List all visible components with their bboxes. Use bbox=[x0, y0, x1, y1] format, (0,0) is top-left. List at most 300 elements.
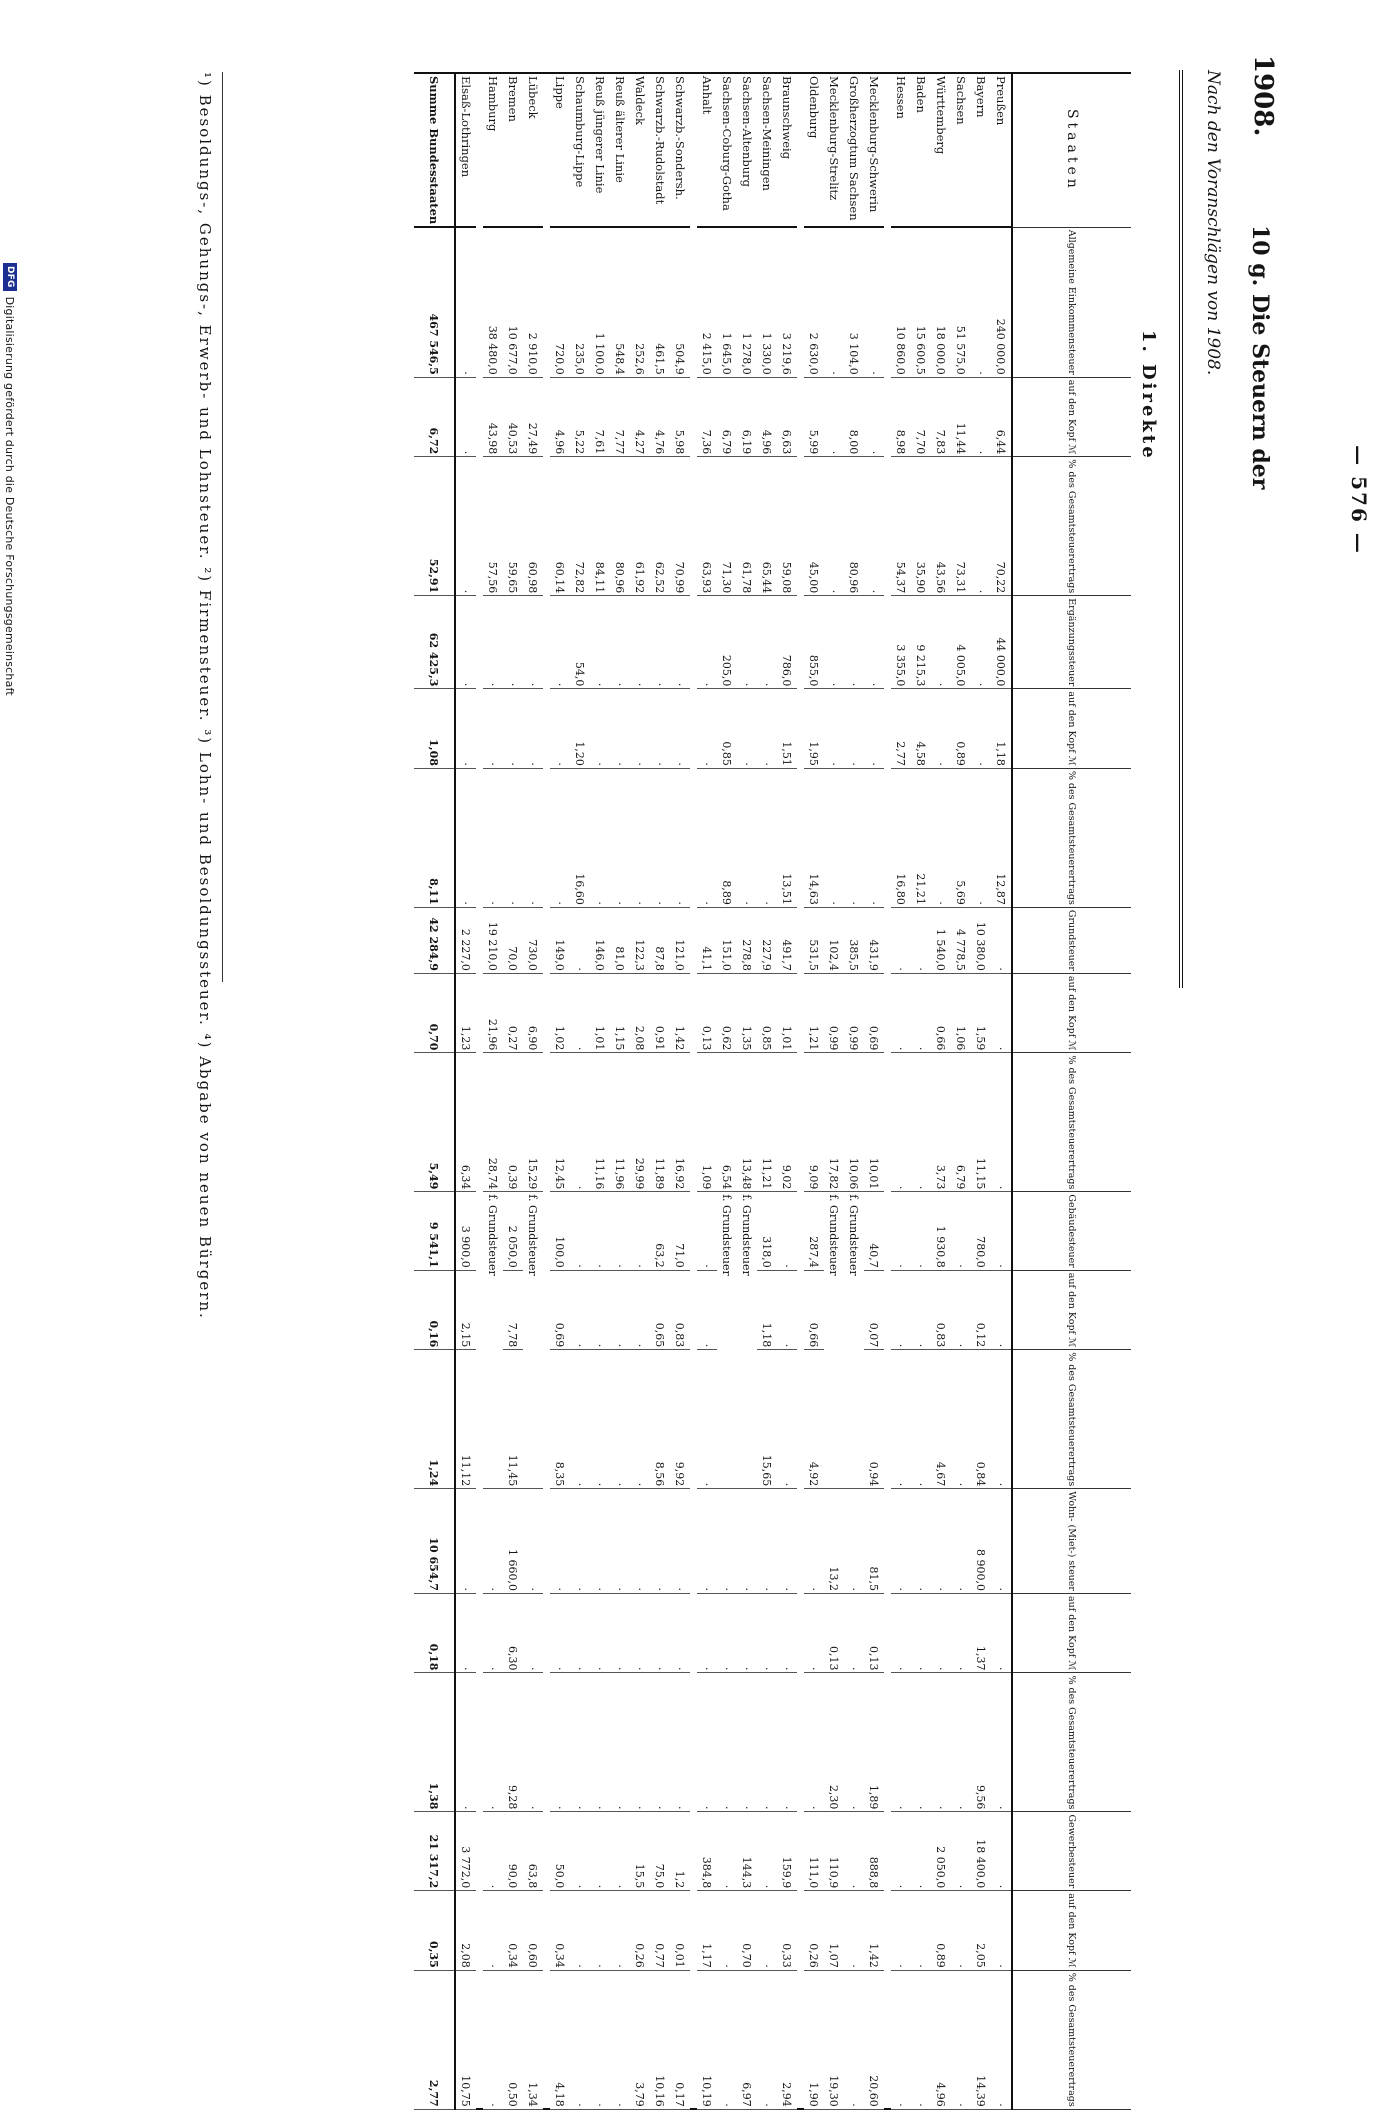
table-cell: 102,4 bbox=[824, 907, 844, 973]
table-cell: · bbox=[971, 377, 991, 457]
page-subtitle: Nach den Voranschlägen von 1908. bbox=[1203, 70, 1223, 376]
table-cell: 1,51 bbox=[777, 689, 797, 769]
table-cell: 8,56 bbox=[650, 1350, 670, 1489]
table-cell: 4,96 bbox=[757, 377, 777, 457]
table-cell: 8,98 bbox=[891, 377, 911, 457]
state-name: Waldeck bbox=[630, 73, 650, 227]
table-cell: 0,83 bbox=[670, 1270, 690, 1350]
table-cell: 0,33 bbox=[777, 1891, 797, 1971]
table-cell: · bbox=[630, 1673, 650, 1812]
table-cell: 0,17 bbox=[670, 1970, 690, 2109]
state-name: Reuß älterer Linie bbox=[610, 73, 630, 227]
table-cell: 80,96 bbox=[610, 457, 630, 596]
table-cell: 888,8 bbox=[864, 1812, 884, 1891]
table-cell: 10,19 bbox=[697, 1970, 717, 2109]
table-cell: 10,01 bbox=[864, 1053, 884, 1192]
table-cell: 54,37 bbox=[891, 457, 911, 596]
table-cell: · bbox=[610, 1812, 630, 1891]
table-cell: 52,91 bbox=[414, 457, 455, 596]
table-row bbox=[550, 73, 570, 2109]
table-cell: 15,5 bbox=[630, 1812, 650, 1891]
table-cell: · bbox=[971, 457, 991, 596]
table-cell: 0,70 bbox=[414, 973, 455, 1053]
table-cell: f. Grundsteuer bbox=[523, 1192, 543, 1489]
row-spacer bbox=[543, 73, 550, 2109]
state-name: Schwarzb.-Sondersh. bbox=[670, 73, 690, 227]
table-row bbox=[483, 73, 503, 2109]
table-cell: · bbox=[931, 1489, 951, 1594]
state-name: Hamburg bbox=[483, 73, 503, 227]
table-cell: 10,06 bbox=[844, 1053, 864, 1192]
table-row bbox=[590, 73, 610, 2109]
table-cell: · bbox=[650, 596, 670, 689]
table-cell: · bbox=[610, 1891, 630, 1971]
table-cell: 81,0 bbox=[610, 907, 630, 973]
table-cell: 40,53 bbox=[503, 377, 523, 457]
table-cell: 1,08 bbox=[414, 689, 455, 769]
table-cell: 27,49 bbox=[523, 377, 543, 457]
table-cell: 61,78 bbox=[737, 457, 757, 596]
state-name: Mecklenburg-Strelitz bbox=[824, 73, 844, 227]
table-cell: 6,97 bbox=[737, 1970, 757, 2109]
table-cell: · bbox=[931, 689, 951, 769]
table-row bbox=[503, 73, 523, 2109]
table-cell: · bbox=[951, 1673, 971, 1812]
state-name: Braunschweig bbox=[777, 73, 797, 227]
table-cell: · bbox=[911, 1593, 931, 1673]
table-cell: · bbox=[844, 689, 864, 769]
table-cell: · bbox=[991, 1673, 1012, 1812]
table-cell: 10,16 bbox=[650, 1970, 670, 2109]
table-cell: 2 415,0 bbox=[697, 227, 717, 377]
spacer-cell bbox=[476, 73, 483, 2109]
state-name: Baden bbox=[911, 73, 931, 227]
table-cell: · bbox=[630, 768, 650, 907]
table-cell: · bbox=[455, 596, 476, 689]
table-cell: 71,0 bbox=[670, 1192, 690, 1270]
table-cell: 73,31 bbox=[951, 457, 971, 596]
year-heading: 1908. bbox=[1248, 55, 1278, 137]
table-cell: · bbox=[570, 1350, 590, 1489]
table-cell: 122,3 bbox=[630, 907, 650, 973]
table-cell: · bbox=[697, 1593, 717, 1673]
table-cell: 720,0 bbox=[550, 227, 570, 377]
table-cell: · bbox=[650, 1489, 670, 1594]
column-header: % des Gesamtsteuerertrags bbox=[1012, 1350, 1131, 1489]
table-cell: 42 284,9 bbox=[414, 907, 455, 973]
table-cell: · bbox=[697, 1350, 717, 1489]
table-cell: · bbox=[630, 1350, 650, 1489]
table-row bbox=[844, 73, 864, 2109]
table-cell: · bbox=[737, 1489, 757, 1594]
table-cell: 0,07 bbox=[864, 1270, 884, 1350]
spacer-cell bbox=[543, 73, 550, 2109]
table-cell: 70,22 bbox=[991, 457, 1012, 596]
table-cell: 5,99 bbox=[804, 377, 824, 457]
table-cell: · bbox=[697, 596, 717, 689]
table-cell: 75,0 bbox=[650, 1812, 670, 1891]
table-row bbox=[455, 73, 476, 2109]
table-cell: 9,56 bbox=[971, 1673, 991, 1812]
table-cell: 60,14 bbox=[550, 457, 570, 596]
table-cell: · bbox=[610, 1970, 630, 2109]
table-cell: 1,07 bbox=[824, 1891, 844, 1971]
table-cell: · bbox=[737, 1673, 757, 1812]
state-name: Lübeck bbox=[523, 73, 543, 227]
table-cell: · bbox=[844, 1673, 864, 1812]
table-row bbox=[610, 73, 630, 2109]
table-cell: 855,0 bbox=[804, 596, 824, 689]
table-cell: · bbox=[891, 1812, 911, 1891]
table-cell: 0,89 bbox=[931, 1891, 951, 1971]
table-cell: · bbox=[570, 907, 590, 973]
table-cell: 17,82 bbox=[824, 1053, 844, 1192]
table-cell: · bbox=[951, 1270, 971, 1350]
table-row bbox=[971, 73, 991, 2109]
table-cell: 12,87 bbox=[991, 768, 1012, 907]
table-cell: 4 005,0 bbox=[951, 596, 971, 689]
table-cell: · bbox=[757, 1970, 777, 2109]
column-header: Gewerbesteuer bbox=[1012, 1812, 1131, 1891]
dfg-logo: DFG bbox=[3, 263, 17, 291]
column-header: auf den Kopf ℳ bbox=[1012, 973, 1131, 1053]
table-cell: · bbox=[590, 1192, 610, 1270]
table-cell: 1,06 bbox=[951, 973, 971, 1053]
table-row bbox=[824, 73, 844, 2109]
table-cell: 1 100,0 bbox=[590, 227, 610, 377]
table-cell: · bbox=[483, 1812, 503, 1891]
table-cell: 3 219,6 bbox=[777, 227, 797, 377]
column-header: auf den Kopf ℳ bbox=[1012, 689, 1131, 769]
table-cell: 548,4 bbox=[610, 227, 630, 377]
table-cell: · bbox=[971, 596, 991, 689]
table-cell: 0,13 bbox=[824, 1593, 844, 1673]
table-cell: 1,17 bbox=[697, 1891, 717, 1971]
table-cell: · bbox=[891, 1053, 911, 1192]
state-name: Mecklenburg-Schwerin bbox=[864, 73, 884, 227]
table-cell: 63,93 bbox=[697, 457, 717, 596]
table-cell: 7,61 bbox=[590, 377, 610, 457]
table-cell: · bbox=[590, 1489, 610, 1594]
table-cell: 461,5 bbox=[650, 227, 670, 377]
table-cell: f. Grundsteuer bbox=[717, 1192, 737, 1489]
table-cell: · bbox=[670, 1673, 690, 1812]
state-name: Bayern bbox=[971, 73, 991, 227]
table-cell: · bbox=[590, 689, 610, 769]
table-cell: · bbox=[590, 1891, 610, 1971]
table-cell: 10 380,0 bbox=[971, 907, 991, 973]
table-cell: 41,1 bbox=[697, 907, 717, 973]
table-cell: 8 900,0 bbox=[971, 1489, 991, 1594]
table-cell: · bbox=[757, 1891, 777, 1971]
table-cell: · bbox=[570, 1673, 590, 1812]
table-cell: · bbox=[630, 1489, 650, 1594]
table-cell: · bbox=[844, 1593, 864, 1673]
table-cell: 9 215,3 bbox=[911, 596, 931, 689]
table-cell: · bbox=[697, 1673, 717, 1812]
table-cell: · bbox=[717, 1593, 737, 1673]
table-cell: · bbox=[550, 689, 570, 769]
table-cell: · bbox=[824, 227, 844, 377]
table-cell: 1,15 bbox=[610, 973, 630, 1053]
header-states: Staaten bbox=[1012, 73, 1131, 227]
table-cell: 15 600,5 bbox=[911, 227, 931, 377]
page-number: — 576 — bbox=[1347, 445, 1371, 555]
table-cell: · bbox=[951, 1593, 971, 1673]
table-cell: 2,15 bbox=[455, 1270, 476, 1350]
table-cell: · bbox=[991, 973, 1012, 1053]
state-name: Württemberg bbox=[931, 73, 951, 227]
table-cell: 0,16 bbox=[414, 1270, 455, 1350]
table-cell: · bbox=[804, 1489, 824, 1594]
table-row bbox=[697, 73, 717, 2109]
row-spacer bbox=[476, 73, 483, 2109]
table-cell: 0,91 bbox=[650, 973, 670, 1053]
table-cell: 0,01 bbox=[670, 1891, 690, 1971]
state-name: Elsaß-Lothringen bbox=[455, 73, 476, 227]
table-cell: 0,66 bbox=[931, 973, 951, 1053]
table-cell: · bbox=[523, 1673, 543, 1812]
table-cell: · bbox=[777, 1350, 797, 1489]
table-cell: · bbox=[891, 1192, 911, 1270]
table-cell: · bbox=[864, 227, 884, 377]
table-cell: · bbox=[590, 1350, 610, 1489]
column-header: % des Gesamtsteuerertrags bbox=[1012, 768, 1131, 907]
table-cell: · bbox=[864, 689, 884, 769]
table-cell: 3 104,0 bbox=[844, 227, 864, 377]
table-cell: 730,0 bbox=[523, 907, 543, 973]
table-cell: 2,30 bbox=[824, 1673, 844, 1812]
table-cell: · bbox=[991, 1970, 1012, 2109]
table-cell: 4,18 bbox=[550, 1970, 570, 2109]
table-cell: · bbox=[891, 1270, 911, 1350]
table-cell: 4,96 bbox=[550, 377, 570, 457]
table-cell: · bbox=[864, 377, 884, 457]
table-cell: · bbox=[991, 1812, 1012, 1891]
table-cell: f. Grundsteuer bbox=[737, 1192, 757, 1489]
table-cell: 81,5 bbox=[864, 1489, 884, 1594]
table-cell: 3,79 bbox=[630, 1970, 650, 2109]
table-cell: 0,84 bbox=[971, 1350, 991, 1489]
table-cell: · bbox=[737, 768, 757, 907]
table-cell: 87,8 bbox=[650, 907, 670, 973]
table-cell: · bbox=[844, 1891, 864, 1971]
table-cell: · bbox=[891, 1970, 911, 2109]
table-cell: · bbox=[630, 596, 650, 689]
table-cell: f. Grundsteuer bbox=[824, 1192, 844, 1489]
table-cell: 10,75 bbox=[455, 1970, 476, 2109]
table-cell: · bbox=[455, 1489, 476, 1594]
table-cell: · bbox=[911, 1350, 931, 1489]
table-cell: · bbox=[951, 1812, 971, 1891]
table-cell: 0,50 bbox=[503, 1970, 523, 2109]
table-row bbox=[864, 73, 884, 2109]
table-cell: 21 317,2 bbox=[414, 1812, 455, 1891]
table-cell: f. Grundsteuer bbox=[844, 1192, 864, 1489]
table-cell: 252,6 bbox=[630, 227, 650, 377]
table-cell: · bbox=[777, 1192, 797, 1270]
table-cell: · bbox=[864, 768, 884, 907]
table-cell: 44 000,0 bbox=[991, 596, 1012, 689]
table-cell: · bbox=[570, 1489, 590, 1594]
table-row bbox=[630, 73, 650, 2109]
table-cell: · bbox=[911, 1970, 931, 2109]
table-cell: · bbox=[697, 1192, 717, 1270]
table-cell: 2,77 bbox=[891, 689, 911, 769]
table-cell: 2,05 bbox=[971, 1891, 991, 1971]
table-cell: · bbox=[891, 973, 911, 1053]
table-cell: 3 355,0 bbox=[891, 596, 911, 689]
table-cell: · bbox=[931, 1673, 951, 1812]
table-cell: · bbox=[717, 1673, 737, 1812]
table-cell: 287,4 bbox=[804, 1192, 824, 1270]
table-cell: · bbox=[483, 1970, 503, 2109]
table-cell: · bbox=[503, 689, 523, 769]
table-cell: 1,2 bbox=[670, 1812, 690, 1891]
table-cell: 1,42 bbox=[670, 973, 690, 1053]
table-cell: 3 772,0 bbox=[455, 1812, 476, 1891]
table-cell: 9,02 bbox=[777, 1053, 797, 1192]
table-cell: · bbox=[951, 1350, 971, 1489]
table-cell: 62,52 bbox=[650, 457, 670, 596]
table-cell: 6,54 bbox=[717, 1053, 737, 1192]
tax-table bbox=[414, 72, 1131, 2110]
table-body bbox=[414, 73, 1012, 2109]
row-spacer bbox=[884, 73, 891, 2109]
table-cell: 4,96 bbox=[931, 1970, 951, 2109]
table-cell: · bbox=[483, 596, 503, 689]
table-cell: · bbox=[670, 1593, 690, 1673]
table-cell: · bbox=[911, 1053, 931, 1192]
table-cell: 786,0 bbox=[777, 596, 797, 689]
table-cell: 0,85 bbox=[717, 689, 737, 769]
table-cell: · bbox=[824, 457, 844, 596]
table-cell: 1,18 bbox=[757, 1270, 777, 1350]
table-cell: · bbox=[991, 1489, 1012, 1594]
table-cell: · bbox=[891, 1673, 911, 1812]
table-cell: · bbox=[991, 1593, 1012, 1673]
table-cell: 205,0 bbox=[717, 596, 737, 689]
table-cell: 13,2 bbox=[824, 1489, 844, 1594]
table-cell: 385,5 bbox=[844, 907, 864, 973]
table-cell: 4,92 bbox=[804, 1350, 824, 1489]
table-cell: · bbox=[455, 768, 476, 907]
table-cell: · bbox=[590, 1970, 610, 2109]
table-cell: · bbox=[931, 596, 951, 689]
table-cell: 1,38 bbox=[414, 1673, 455, 1812]
table-cell: 2 630,0 bbox=[804, 227, 824, 377]
table-cell: 10 860,0 bbox=[891, 227, 911, 377]
table-cell: 84,11 bbox=[590, 457, 610, 596]
table-cell: · bbox=[550, 768, 570, 907]
table-cell: 6,79 bbox=[717, 377, 737, 457]
table-cell: 1 645,0 bbox=[717, 227, 737, 377]
table-row bbox=[804, 73, 824, 2109]
table-cell: 0,26 bbox=[630, 1891, 650, 1971]
table-cell: · bbox=[991, 1192, 1012, 1270]
table-cell: 40,7 bbox=[864, 1192, 884, 1270]
table-cell: 70,99 bbox=[670, 457, 690, 596]
table-cell: 0,70 bbox=[737, 1891, 757, 1971]
table-cell: · bbox=[864, 457, 884, 596]
table-cell: 2,08 bbox=[455, 1891, 476, 1971]
table-cell: 4 778,5 bbox=[951, 907, 971, 973]
table-cell: 50,0 bbox=[550, 1812, 570, 1891]
table-cell: · bbox=[610, 1673, 630, 1812]
table-cell: 7,70 bbox=[911, 377, 931, 457]
table-cell: · bbox=[550, 1593, 570, 1673]
row-spacer bbox=[797, 73, 804, 2109]
table-cell: · bbox=[891, 1593, 911, 1673]
table-cell: · bbox=[455, 457, 476, 596]
table-cell: 0,60 bbox=[523, 1891, 543, 1971]
table-cell: 59,65 bbox=[503, 457, 523, 596]
table-cell: 1,09 bbox=[697, 1053, 717, 1192]
table-cell: · bbox=[610, 1593, 630, 1673]
table-cell: 144,3 bbox=[737, 1812, 757, 1891]
table-cell: 0,34 bbox=[550, 1891, 570, 1971]
table-cell: · bbox=[455, 689, 476, 769]
table-cell: 1,23 bbox=[455, 973, 476, 1053]
table-cell: 0,18 bbox=[414, 1593, 455, 1673]
table-cell: · bbox=[991, 1270, 1012, 1350]
table-cell: 504,9 bbox=[670, 227, 690, 377]
page-title: 10 g. Die Steuern der bbox=[1247, 225, 1273, 490]
table-cell: · bbox=[911, 1812, 931, 1891]
table-cell: 0,89 bbox=[951, 689, 971, 769]
table-cell: · bbox=[991, 1891, 1012, 1971]
table-cell: · bbox=[570, 1891, 590, 1971]
table-cell: · bbox=[777, 1593, 797, 1673]
table-cell: · bbox=[670, 689, 690, 769]
table-cell: · bbox=[670, 768, 690, 907]
table-cell: · bbox=[523, 1489, 543, 1594]
table-cell: 9,09 bbox=[804, 1053, 824, 1192]
table-cell: 63,2 bbox=[650, 1192, 670, 1270]
top-rule bbox=[1179, 70, 1183, 988]
table-row bbox=[737, 73, 757, 2109]
table-cell: · bbox=[455, 1673, 476, 1812]
table-cell: 111,0 bbox=[804, 1812, 824, 1891]
table-cell: 6,44 bbox=[991, 377, 1012, 457]
table-cell: 10 654,7 bbox=[414, 1489, 455, 1594]
table-cell: 10 677,0 bbox=[503, 227, 523, 377]
table-cell: 11,21 bbox=[757, 1053, 777, 1192]
table-cell: 4,58 bbox=[911, 689, 931, 769]
table-cell: 5,49 bbox=[414, 1053, 455, 1192]
column-header: Wohn- (Miet-) steuer bbox=[1012, 1489, 1131, 1594]
table-cell: 146,0 bbox=[590, 907, 610, 973]
column-header: auf den Kopf ℳ bbox=[1012, 377, 1131, 457]
table-cell: · bbox=[717, 1891, 737, 1971]
table-cell: 14,39 bbox=[971, 1970, 991, 2109]
table-cell: · bbox=[911, 1673, 931, 1812]
sum-row bbox=[414, 73, 455, 2109]
table-cell: · bbox=[590, 1812, 610, 1891]
table-cell: · bbox=[757, 768, 777, 907]
table-cell: 1,59 bbox=[971, 973, 991, 1053]
table-cell: 7,83 bbox=[931, 377, 951, 457]
table-row bbox=[523, 73, 543, 2109]
table-cell: 6,34 bbox=[455, 1053, 476, 1192]
table-cell: 9 541,1 bbox=[414, 1192, 455, 1270]
table-cell: · bbox=[630, 1270, 650, 1350]
table-cell: 0,35 bbox=[414, 1891, 455, 1971]
state-name: Reuß jüngerer Linie bbox=[590, 73, 610, 227]
table-cell: · bbox=[991, 1350, 1012, 1489]
table-cell: 16,60 bbox=[570, 768, 590, 907]
table-cell: 0,13 bbox=[697, 973, 717, 1053]
